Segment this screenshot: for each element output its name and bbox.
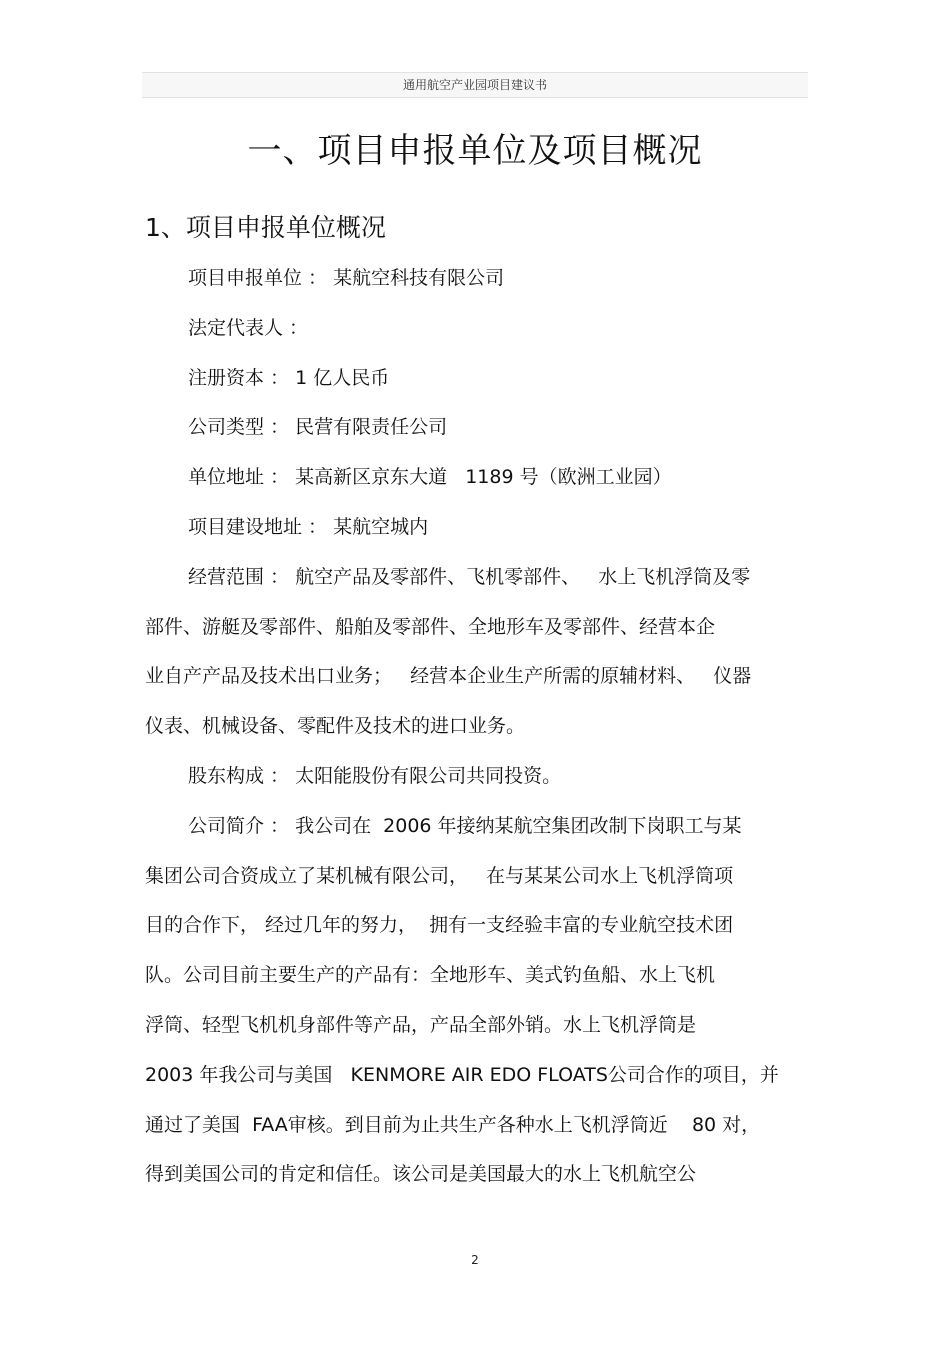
chapter-title: 一、项目申报单位及项目概况 xyxy=(247,131,703,171)
body-line-profile-2: 集团公司合资成立了某机械有限公司， 在与某某公司水上飞机浮筒项 xyxy=(145,864,734,887)
body-line-profile-7: 通过了美国 FAA审核。到目前为止共生产各种水上飞机浮筒近 80 对， xyxy=(145,1113,761,1136)
body-line-profile-6: 2003 年我公司与美国 KENMORE AIR EDO FLOATS公司合作的项目，并 xyxy=(145,1063,779,1086)
body-line-profile-5: 浮筒、轻型飞机机身部件等产品，产品全部外销。水上飞机浮筒是 xyxy=(145,1013,697,1036)
body-line-scope-4: 仪表、机械设备、零配件及技术的进口业务。 xyxy=(145,715,526,738)
section-title: 1、项目申报单位概况 xyxy=(145,213,386,242)
running-header-title: 通用航空产业园项目建议书 xyxy=(402,78,547,92)
body-line-scope-3: 业自产产品及技术出口业务； 经营本企业生产所需的原辅材料、 仪器 xyxy=(145,665,752,688)
page-number: 2 xyxy=(471,1253,479,1267)
body-line-profile-4: 队。公司目前主要生产的产品有：全地形车、美式钓鱼船、水上飞机 xyxy=(145,964,716,987)
body-line-site: 项目建设地址 ： 某航空城内 xyxy=(188,515,429,538)
body-line-address: 单位地址 ： 某高新区京东大道 1189 号（欧洲工业园） xyxy=(188,466,672,489)
body-text xyxy=(145,254,810,1200)
body-line-company-type: 公司类型 ： 民营有限责任公司 xyxy=(188,416,448,439)
body-line-scope-2: 部件、游艇及零部件、船舶及零部件、全地形车及零部件、经营本企 xyxy=(145,615,716,638)
body-line-profile-8: 得到美国公司的肯定和信任。该公司是美国最大的水上飞机航空公 xyxy=(145,1163,697,1186)
body-line-applicant: 项目申报单位 ： 某航空科技有限公司 xyxy=(188,267,505,289)
running-header xyxy=(142,72,808,98)
body-line-profile-3: 目的合作下， 经过几年的努力， 拥有一支经验丰富的专业航空技术团 xyxy=(145,914,734,937)
body-line-shareholders: 股东构成 ： 太阳能股份有限公司共同投资。 xyxy=(188,764,562,787)
body-line-legal-rep: 法定代表人 ： xyxy=(188,316,309,339)
body-line-capital: 注册资本 ： 1 亿人民币 xyxy=(188,366,390,389)
body-line-scope-1: 经营范围 ： 航空产品及零部件、飞机零部件、 水上飞机浮筒及零 xyxy=(188,565,751,588)
body-line-profile-1: 公司简介 ： 我公司在 2006 年接纳某航空集团改制下岗职工与某 xyxy=(188,814,742,837)
